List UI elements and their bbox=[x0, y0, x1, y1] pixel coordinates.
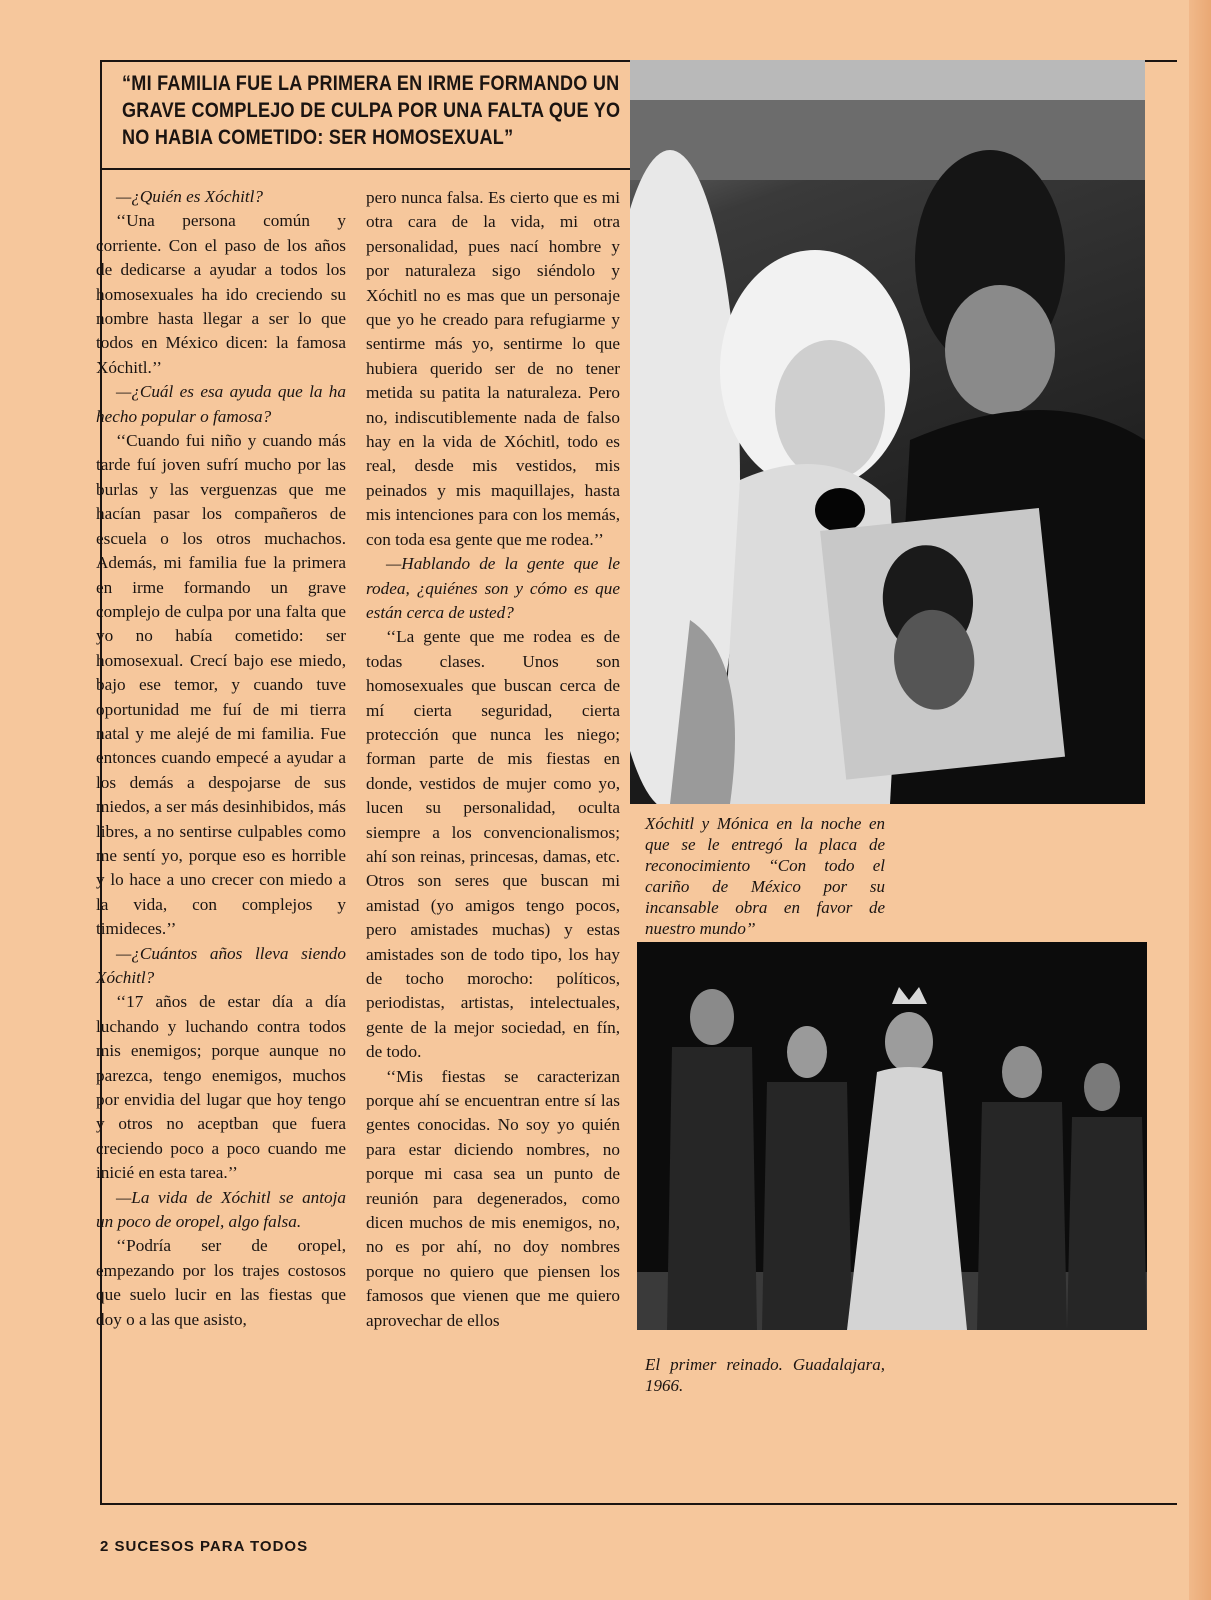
page-footer: 2 SUCESOS PARA TODOS bbox=[100, 1538, 309, 1555]
interview-answer: ‘‘La gente que me rodea es de todas clases. Unos son homosexuales que buscan cerca de mí cierta seguridad, cierta protección que nunca les niego; forman parte de mis fiestas en donde, vestidos de mujer como yo, lucen su personalidad, oculta siempre a los convencionalismos; ahí son reinas, princesas, damas, etc. Otros son seres que buscan mi amistad (yo amigos tengo pocos, pero amistades muchas) y estas amistades son de todo tipo, los hay de tocho morocho: políticos, periodistas, artistas, intelectuales, gente de la mejor sociedad, en fín, de todo. bbox=[366, 627, 620, 1062]
photo-first-reign bbox=[637, 942, 1147, 1330]
interview-answer: ‘‘Podría ser de oropel, empezando por los trajes costosos que suelo lucir en las fiestas que doy o a las que asisto, bbox=[96, 1236, 346, 1329]
interview-question: —¿Cuántos años lleva siendo Xóchitl? bbox=[96, 943, 346, 987]
interview-answer: ‘‘Una persona común y corriente. Con el paso de los años de dedicarse a ayudar a todos los homosexuales ha ido creciendo su nombre hasta llegar a ser lo que todos en México dicen: la famosa Xóchitl.’’ bbox=[96, 211, 346, 377]
interview-answer: ‘‘Cuando fui niño y cuando más tarde fuí joven sufrí mucho por las burlas y las verguenzas que me hacían pasar los compañeros de escuela o los otros muchachos. Además, mi familia fue la primera en irme formando un grave complejo de culpa por una falta que yo no había cometido: ser homosexual. Crecí bajo ese miedo, bajo ese temor, y cuando tuve oportunidad me fuí de mi tierra natal y me alejé de mi familia. Fue entonces cuando empecé a ayudar a los demás a despojarse de sus miedos, a ser más desinhibidos, más libres, a no sentirse culpables como me sentí yo, porque eso es horrible y lo hace a uno crecer con miedo a la vida, con complejos y timideces.’’ bbox=[96, 431, 346, 939]
interview-question: —Hablando de la gente que le rodea, ¿quiénes son y cómo es que están cerca de usted? bbox=[366, 554, 620, 622]
interview-question: —La vida de Xóchitl se antoja un poco de oropel, algo falsa. bbox=[96, 1187, 346, 1232]
photo-caption-1: Xóchitl y Mónica en la noche en que se le entregó la placa de reconocimiento ‘‘Con todo el cariño de México por su incansable obra en favor de nuestro mundo’’ bbox=[645, 814, 885, 938]
interview-answer: ‘‘Mis fiestas se caracterizan porque ahí se encuentran entre sí las gentes conocidas. No soy yo quién para estar diciendo nombres, no porque mi casa sea un punto de reunión para degenerados, como dicen muchos de mis enemigos, no, no es por ahí, no doy nombres porque no quiero que piensen los famosos que vienen que me quiero aprovechar de ellos bbox=[366, 1066, 620, 1330]
text-column-1 bbox=[96, 185, 346, 1332]
photo-caption-2: El primer reinado. Guadalajara, 1966. bbox=[645, 1355, 885, 1395]
text-column-2 bbox=[366, 186, 620, 1333]
photo-award-ceremony bbox=[630, 60, 1145, 804]
interview-answer: ‘‘17 años de estar día a día luchando y luchando contra todos mis enemigos; porque aunque no parezca, tengo enemigos, muchos por envidia del lugar que hoy tengo y otros no aceptban que fuera creciendo poco a poco cuando me inicié en esta tarea.’’ bbox=[96, 992, 346, 1183]
headline-divider bbox=[100, 168, 630, 170]
interview-question: —¿Cuál es esa ayuda que la ha hecho popular o famosa? bbox=[96, 382, 346, 426]
page-edge bbox=[1189, 0, 1211, 1600]
pull-quote-headline: “MI FAMILIA FUE LA PRIMERA EN IRME FORMANDO UN GRAVE COMPLEJO DE CULPA POR UNA FALTA QUE YO NO HABIA COMETIDO: SER HOMOSEXUAL” bbox=[122, 72, 621, 149]
interview-question: —¿Quién es Xóchitl? bbox=[116, 187, 264, 206]
interview-answer: pero nunca falsa. Es cierto que es mi otra cara de la vida, mi otra personalidad, pues nací hombre y por naturaleza sigo siéndolo y Xóchitl no es mas que un personaje que yo he creado para refugiarme y sentirme más yo, sentirme lo que hubiera querido ser de no tener metida su patita la naturaleza. Pero no, indiscutiblemente nada de falso hay en la vida de Xóchitl, todo es real, desde mis vestidos, mis peinados y mis maquillajes, hasta mis intenciones para con los memás, con toda esa gente que me rodea.’’ bbox=[366, 188, 620, 549]
